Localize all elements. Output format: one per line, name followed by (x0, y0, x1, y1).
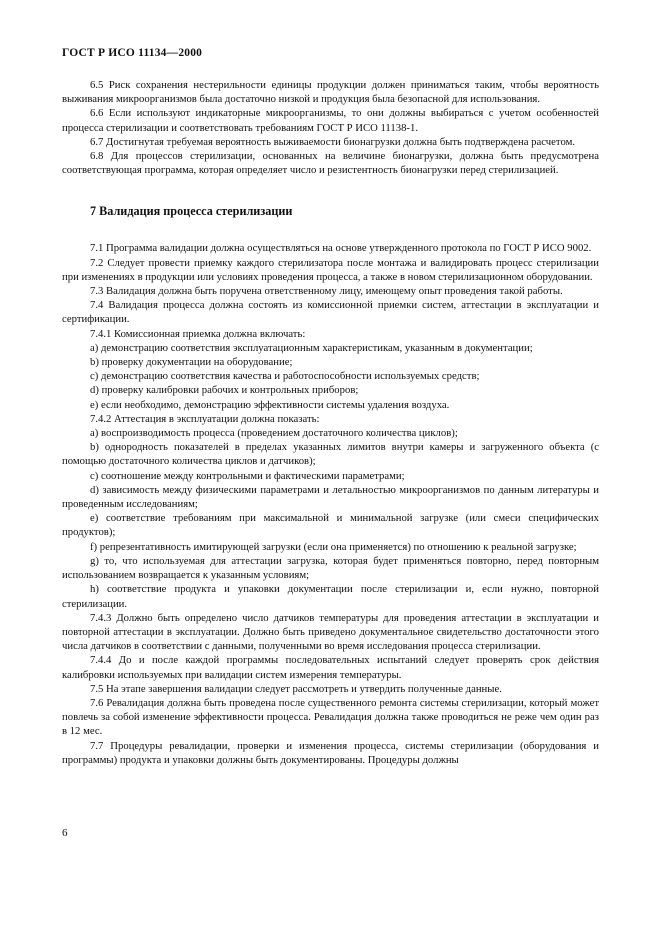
list-item: e) соответствие требованиям при максимальной и минимальной загрузке (или смеси специфических продуктов); (62, 512, 599, 539)
paragraph-7-5: 7.5 На этапе завершения валидации следует рассмотреть и утвердить полученные данные. (90, 682, 502, 695)
list-item: c) демонстрацию соответствия качества и работоспособности используемых средств; (90, 370, 480, 383)
paragraph-7-7: 7.7 Процедуры ревалидации, проверки и изменения процесса, системы стерилизации (оборудования и программы) продукта и упаковки должны быть документированы. Процедуры должны (62, 739, 599, 766)
list-item: d) проверку калибровки рабочих и контрольных приборов; (90, 384, 359, 397)
page-number: 6 (62, 827, 68, 839)
list-item: h) соответствие продукта и упаковки документации после стерилизации и, если нужно, повторной стерилизации. (62, 583, 599, 610)
list-item: d) зависимость между физическими параметрами и летальностью микроорганизмов по данным литературы и проведенным исследованиям; (62, 483, 599, 511)
paragraph-7-4-4: 7.4.4 До и после каждой программы последовательных испытаний следует проверять срок действия калибровки используемых при валидации систем измерения температуры. (62, 654, 599, 681)
paragraph-7-4-2: 7.4.2 Аттестация в эксплуатации должна показать: (90, 412, 320, 425)
paragraph-6-8: 6.8 Для процессов стерилизации, основанных на величине бионагрузки, должна быть предусмотрена соответствующая программа, которая определяет число и резистентность бионагрузки перед стерилизацией. (62, 150, 599, 177)
paragraph-7-4-1: 7.4.1 Комиссионная приемка должна включать: (90, 327, 306, 340)
list-item: b) проверку документации на оборудование; (90, 356, 293, 369)
paragraph-7-4-3: 7.4.3 Должно быть определено число датчиков температуры для проведения аттестации в эксплуатации и повторной аттестации в эксплуатации. Должно быть приведено документальное свидетельство достаточности этого числа датчиков в соответствии с данными, полученными во время исследования процесса стерилизации. (62, 611, 599, 653)
paragraph-7-4: 7.4 Валидация процесса должна состоять из комиссионной приемки систем, аттестации в эксплуатации и сертификации. (62, 299, 599, 326)
list-item: g) то, что используемая для аттестации загрузка, которая будет применяться повторно, перед повторным использованием возвращается к указанным условиям; (62, 554, 599, 582)
paragraph-6-5: 6.5 Риск сохранения нестерильности единицы продукции должен приниматься таким, чтобы вероятность выживания микроорганизмов была достаточно низкой и продукция была безопасной для использования. (62, 79, 599, 106)
section-title: 7 Валидация процесса стерилизации (90, 204, 293, 219)
list-item: e) если необходимо, демонстрацию эффективности системы удаления воздуха. (90, 398, 450, 411)
list-item: a) воспроизводимость процесса (проведением достаточного количества циклов); (90, 427, 458, 440)
paragraph-6-6: 6.6 Если используют индикаторные микроорганизмы, то они должны выбираться с учетом особенностей процесса стерилизации и соответствовать требованиям ГОСТ Р ИСО 11138-1. (62, 107, 599, 134)
paragraph-7-6: 7.6 Ревалидация должна быть проведена после существенного ремонта системы стерилизации, который может повлечь за собой изменение эффективности процесса. Ревалидация должна также проводиться не реже чем один раз в 12 мес. (62, 696, 599, 738)
list-item: c) соотношение между контрольными и фактическими параметрами; (90, 469, 405, 482)
list-item: b) однородность показателей в пределах указанных лимитов внутри камеры и загруженного объекта (с помощью достаточного количества циклов и датчиков); (62, 441, 599, 468)
list-item: f) репрезентативность имитирующей загрузки (если она применяется) по отношению к реальной загрузке; (90, 540, 577, 553)
paragraph-6-7: 6.7 Достигнутая требуемая вероятность выживаемости бионагрузки должна быть подтверждена расчетом. (90, 135, 576, 148)
paragraph-7-2: 7.2 Следует провести приемку каждого стерилизатора после монтажа и валидировать процесс стерилизации при изменениях в продукции или условиях проведения процесса, а также в новом стерилизационном оборудовании. (62, 256, 599, 283)
list-item: a) демонстрацию соответствия эксплуатационным характеристикам, указанным в документации; (90, 341, 533, 354)
paragraph-7-3: 7.3 Валидация должна быть поручена ответственному лицу, имеющему опыт проведения такой работы. (90, 285, 563, 298)
section-6-body (62, 78, 599, 177)
document-header: ГОСТ Р ИСО 11134—2000 (62, 47, 203, 59)
paragraph-7-1: 7.1 Программа валидации должна осуществляться на основе утвержденного протокола по ГОСТ Р ИСО 9002. (90, 242, 592, 255)
section-7-body (62, 241, 599, 767)
